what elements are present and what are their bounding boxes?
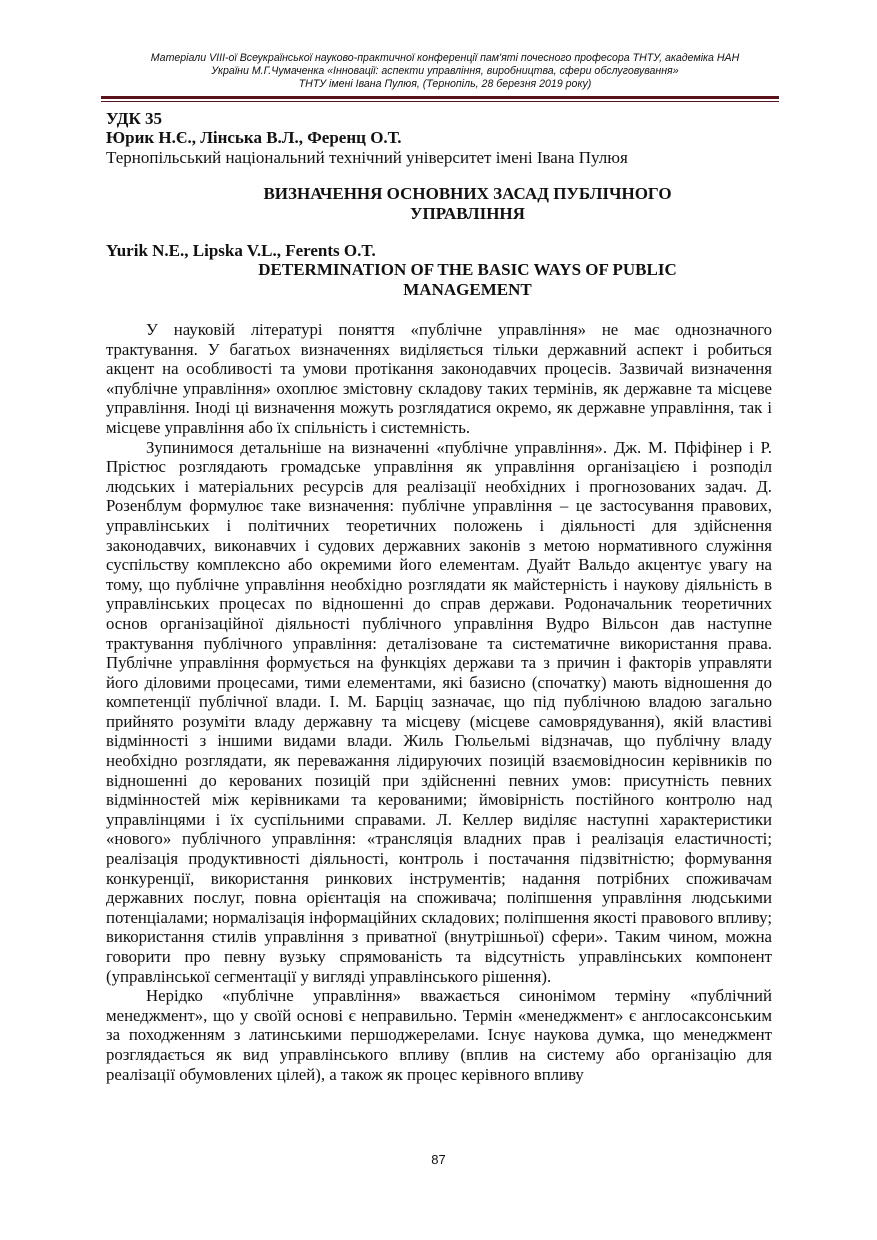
article-body bbox=[106, 320, 772, 1084]
title-ukrainian bbox=[190, 184, 745, 224]
title-english-line-2: MANAGEMENT bbox=[403, 280, 532, 299]
conference-running-header bbox=[100, 52, 790, 91]
title-ukrainian-line-1: ВИЗНАЧЕННЯ ОСНОВНИХ ЗАСАД ПУБЛІЧНОГО bbox=[263, 184, 672, 203]
title-english-line-1: DETERMINATION OF THE BASIC WAYS OF PUBLIC bbox=[258, 260, 677, 279]
authors-ukrainian: Юрик Н.Є., Лінська В.Л., Ференц О.Т. bbox=[106, 128, 402, 147]
affiliation: Тернопільський національний технічний університет імені Івана Пулюя bbox=[106, 148, 628, 167]
page-number: 87 bbox=[431, 1152, 446, 1167]
running-header-line-1: Матеріали VIII-ої Всеукраїнської науково-практичної конференції пам'яті почесного професора ТНТУ, академіка НАН bbox=[150, 52, 740, 64]
title-ukrainian-line-2: УПРАВЛІННЯ bbox=[410, 204, 525, 223]
header-rule-thick bbox=[101, 96, 779, 99]
title-english bbox=[190, 260, 745, 300]
header-rule-thin bbox=[101, 101, 779, 102]
authors-english: Yurik N.E., Lipska V.L., Ferents O.T. bbox=[106, 241, 376, 260]
paragraph: Нерідко «публічне управління» вважається синонімом терміну «публічний менеджмент», що у своїй основі є неправильно. Термін «менеджмент» є англосаксонським за походженням з латинськими першоджерелами. Існує наукова думка, що менеджмент розглядається як вид управлінського впливу (вплив на систему або організацію для реалізації обумовлених цілей), а також як процес керівного впливу bbox=[106, 986, 772, 1084]
running-header-line-2: України М.Г.Чумаченка «Інновації: аспекти управління, виробництва, сфери обслуговування» bbox=[211, 65, 679, 77]
paragraph: Зупинимося детальніше на визначенні «публічне управління». Дж. М. Пфіфінер і Р. Прістюс розглядають громадське управління як управління організацією і розподіл людських і матеріальних ресурсів для реалізації необхідних і прогнозованих задач. Д. Розенблум формулює таке визначення: публічне управління – це застосування правових, управлінських і політичних теоретичних положень і діяльності для здійснення законодавчих, виконавчих і судових державних законів з метою нормативного служіння суспільству комплексно або окремими його елементам. Дуайт Вальдо акцентує увагу на тому, що публічне управління необхідно розглядати як майстерність і наукову діяльність в управлінських процесах по відношенні до справ держави. Родоначальник теоретичних основ організаційної діяльності публічного управління Вудро Вільсон дав наступне трактування публічного управління: деталізоване та систематичне використання права. Публічне управління формується на функціях держави та з причин і факторів управляти його діловими процесами, тими елементами, які базисно (спочатку) мають відношення до компетенції публічної влади. І. М. Барціц зазначає, що під публічною владою загально прийнято розуміти владу державну та місцеву (місцеве самоврядування), якій властиві відмінності з іншими видами влади. Жиль Гюльельмі відзначав, що публічну владу необхідно розглядати, як переважання лідируючих позицій взаємовідносин керівників по відношенні до керованих позицій при здійсненні певних умов: присутність певних відмінностей між керівниками та керованими; ймовірність постійного контролю над управлінцями і їх суспільними справами. Л. Келлер виділяє наступні характеристики «нового» публічного управління: «трансляція владних прав і реалізація еластичності; реалізація продуктивності діяльності, контроль і постачання підзвітністю; формування конкуренції, використання ринкових інструментів; надання потрібних споживачам державних послуг, повна орієнтація на споживача; поліпшення управління людськими потенціалами; нормалізація інформаційних складових; поліпшення якості правового впливу; використання стилів управління з приватної (внутрішньої) сфери». Таким чином, можна говорити про певну вузьку спрямованість та відсутність управлінських компонент (управлінської сегментації у вигляді управлінського рішення). bbox=[106, 437, 772, 986]
running-header-line-3: ТНТУ імені Івана Пулюя, (Тернопіль, 28 березня 2019 року) bbox=[298, 78, 592, 90]
paragraph: У науковій літературі поняття «публічне управління» не має однозначного трактування. У багатьох визначеннях виділяється тільки державний аспект і робиться акцент на особливості та умови протікання законодавчих процесів. Зазвичай визначення «публічне управління» охоплює змістовну складову таких термінів, як державне та місцеве управління. Іноді ці визначення можуть розглядатися окремо, як державне управління, так і місцеве управління або їх спільність і системність. bbox=[106, 320, 772, 437]
udk-code: УДК 35 bbox=[106, 109, 163, 128]
